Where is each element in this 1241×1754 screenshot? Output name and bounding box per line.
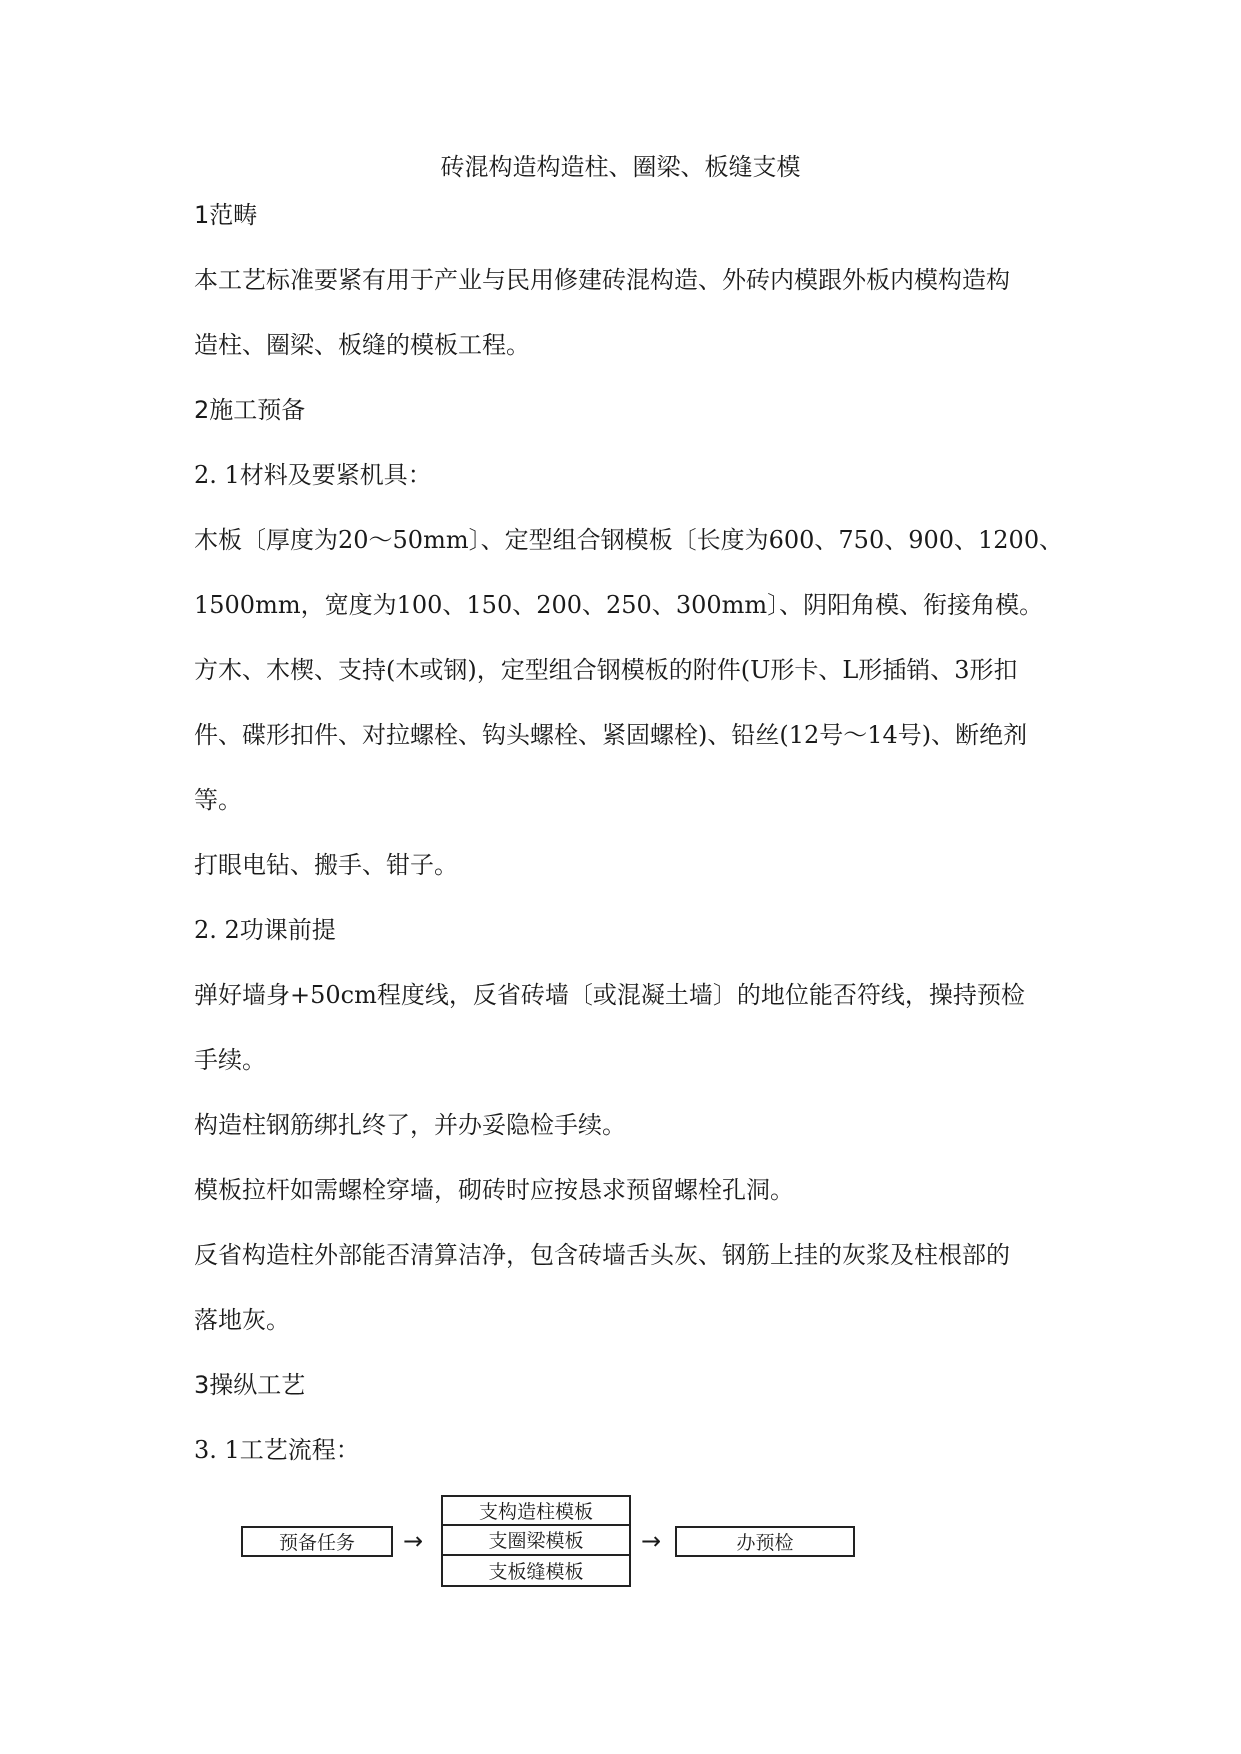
paragraph-line: 弹好墙身+50cm程度线，反省砖墙〔或混凝土墙〕的地位能否符线，操持预检 xyxy=(194,981,1025,1009)
subsection-heading-3-1: 3. 1工艺流程： xyxy=(194,1436,360,1464)
paragraph-line: 等。 xyxy=(194,786,242,814)
flow-box-ring-beam-formwork: 支圈梁模板 xyxy=(443,1526,629,1555)
paragraph-line: 方木、木楔、支持(木或钢)，定型组合钢模板的附件(U形卡、L形插销、3形扣 xyxy=(194,656,1018,684)
paragraph-line: 1500mm，宽度为100、150、200、250、300mm〕、阴阳角模、衔接角模。 xyxy=(194,591,1044,619)
paragraph-line: 造柱、圈梁、板缝的模板工程。 xyxy=(194,331,530,359)
paragraph-line: 木板〔厚度为20～50mm〕、定型组合钢模板〔长度为600、750、900、1200、 xyxy=(194,526,1064,554)
flow-arrow-right: → xyxy=(403,1527,424,1555)
paragraph-line: 模板拉杆如需螺栓穿墙，砌砖时应按恳求预留螺栓孔洞。 xyxy=(194,1176,794,1204)
paragraph-line: 落地灰。 xyxy=(194,1306,290,1334)
flow-arrow-right: → xyxy=(641,1527,662,1555)
flow-box-end: 办预检 xyxy=(675,1526,855,1557)
paragraph-line: 反省构造柱外部能否清算洁净，包含砖墙舌头灰、钢筋上挂的灰浆及柱根部的 xyxy=(194,1241,1010,1269)
section-heading-2: 2施工预备 xyxy=(194,396,306,424)
document-title: 砖混构造构造柱、圈梁、板缝支模 xyxy=(440,153,801,181)
flow-box-slab-joint-formwork: 支板缝模板 xyxy=(488,1560,584,1583)
section-heading-1: 1范畴 xyxy=(194,201,258,229)
flow-box-start: 预备任务 xyxy=(241,1526,393,1557)
flow-box-column-formwork: 支构造柱模板 xyxy=(443,1497,629,1526)
subsection-heading-2-2: 2. 2功课前提 xyxy=(194,916,336,944)
paragraph-line: 打眼电钻、搬手、钳子。 xyxy=(194,851,458,879)
paragraph-line: 手续。 xyxy=(194,1046,266,1074)
subsection-heading-2-1: 2. 1材料及要紧机具： xyxy=(194,461,432,489)
paragraph-line: 构造柱钢筋绑扎终了，并办妥隐检手续。 xyxy=(194,1111,626,1139)
section-heading-3: 3操纵工艺 xyxy=(194,1371,306,1399)
paragraph-line: 件、碟形扣件、对拉螺栓、钩头螺栓、紧固螺栓)、铅丝(12号～14号)、断绝剂 xyxy=(194,721,1028,749)
flow-box-group xyxy=(441,1495,631,1587)
paragraph-line: 本工艺标准要紧有用于产业与民用修建砖混构造、外砖内模跟外板内模构造构 xyxy=(194,266,1010,294)
